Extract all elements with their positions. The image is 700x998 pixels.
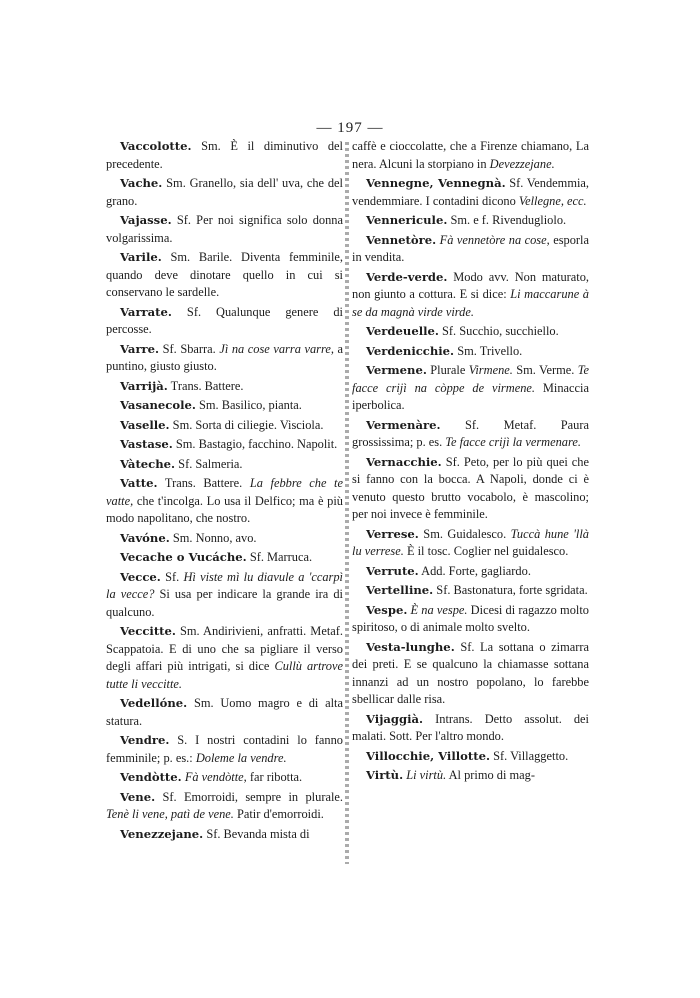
dictionary-entry: [106, 732, 343, 767]
dictionary-entry: [352, 454, 589, 524]
entry-headword: Vijaggià.: [366, 711, 424, 726]
entry-headword: Verdeuelle.: [366, 324, 439, 338]
entry-text: Sf. Succhio, succhiello.: [438, 324, 559, 338]
entry-example: Cullù artrove tutte li veccitte.: [106, 659, 343, 691]
entry-text: Intrans. Detto assolut. dei malati. Sott. Per l'altro mondo.: [352, 711, 589, 743]
dictionary-entry: [106, 436, 343, 454]
entry-headword: Vermene.: [366, 363, 427, 377]
entry-headword: Vendre.: [120, 733, 170, 747]
dictionary-entry: [352, 526, 589, 561]
dictionary-entry: [106, 769, 343, 787]
entry-text: Trans. Battere.: [157, 476, 250, 490]
entry-headword: Vertelline.: [366, 583, 434, 597]
dictionary-entry: [106, 249, 343, 302]
entry-text: Modo avv. Non maturato, non giunto a cottura. E si dice:: [352, 269, 589, 301]
dictionary-entry: [106, 826, 343, 844]
entry-headword: Vastase.: [120, 437, 173, 451]
entry-example: Virmene.: [468, 363, 513, 377]
entry-headword: Vene.: [120, 789, 156, 804]
entry-text: Sf. Sbarra.: [159, 341, 220, 356]
entry-headword: Villocchie, Villotte.: [366, 748, 490, 763]
entry-text: Dicesi di ragazzo molto spiritoso, o di animale molto svelto.: [352, 602, 589, 634]
dictionary-entry: [352, 269, 589, 322]
entry-headword: Verrute.: [366, 563, 419, 578]
entry-headword: Vernacchie.: [366, 454, 442, 469]
entry-text: Sf.: [160, 569, 184, 584]
dictionary-entry: [352, 711, 589, 746]
dictionary-entry: [106, 695, 343, 730]
entry-text: che t'incolga. Lo usa il Delfico; ma è più modo napolitano, che nostro.: [106, 493, 343, 525]
dictionary-entry: [106, 530, 343, 548]
entry-text: Sm. Guidalesco.: [418, 526, 511, 541]
dictionary-entry: [106, 397, 343, 415]
entry-text: Sf. Emorroidi, sempre in plurale.: [155, 789, 343, 804]
entry-example: Te facce crijì na còppe de virmene.: [352, 363, 589, 395]
entry-text: Sm. Basilico, pianta.: [195, 398, 302, 412]
entry-headword: Vennericule.: [366, 213, 448, 227]
dictionary-entry: [352, 138, 589, 173]
entry-headword: Varre.: [120, 341, 160, 356]
entry-text: Sm. Barile. Diventa femminile, quando deve dinotare quello in cui si conservano le sardelle.: [106, 250, 343, 299]
entry-text: Sf. La sottana o zimarra dei preti. E se qualcuno la chiamasse sottana innanzi ad un nostro popolano, lo farebbe sbellicar dalle risa.: [352, 639, 589, 706]
entry-text: Sm. Sorta di ciliegie. Visciola.: [169, 417, 324, 432]
dictionary-entry: [352, 417, 589, 452]
dictionary-entry: [106, 475, 343, 528]
dictionary-entry: [106, 623, 343, 693]
dictionary-entry: [352, 343, 589, 361]
entry-text: Add. Forte, gagliardo.: [418, 563, 531, 578]
entry-example: Li maccarune à se da magnà virde virde.: [352, 287, 589, 319]
entry-example: Tenè li vene, patì de vene.: [106, 807, 234, 821]
dictionary-entry: [106, 341, 343, 376]
dictionary-entry: [352, 582, 589, 600]
entry-text: Sm. Andirivieni, anfratti. Metaf. Scappatoia. E di uno che sa pigliare il verso degli affari più intrigati, si dice: [106, 624, 343, 673]
entry-text: esporla in vendita.: [352, 232, 589, 264]
right-column: [352, 138, 589, 787]
dictionary-entry: [352, 175, 589, 210]
entry-headword: Varrate.: [120, 304, 172, 319]
left-column: [106, 138, 343, 845]
entry-text: Si usa per indicare la grande ira di qualcuno.: [106, 587, 343, 619]
dictionary-entry: [352, 639, 589, 709]
dictionary-entry: [352, 323, 589, 341]
entry-text: Sm. e f. Rivendugliolo.: [447, 213, 567, 227]
entry-example: Devezzejane.: [489, 156, 555, 171]
entry-text: Sf. Peto, per lo più quei che si fanno con la bocca. A Napoli, donde ci è venuto questo brutto vocabolo, è mascolino; per noi invece è femminile.: [352, 454, 589, 521]
entry-headword: Verrese.: [366, 526, 419, 541]
entry-text: a puntino, giusto giusto.: [106, 341, 343, 373]
entry-text: Sf. Marruca.: [246, 550, 313, 564]
entry-text: Sf. Vendemmia, vendemmiare. I contadini dicono: [352, 176, 590, 208]
entry-text: Sm. Bastagio, facchino. Napolit.: [172, 437, 338, 451]
entry-example: Li virtù.: [406, 768, 447, 782]
dictionary-entry: [106, 138, 343, 173]
entry-headword: Veccitte.: [120, 624, 176, 638]
entry-headword: Vatte.: [120, 476, 158, 490]
entry-headword: Vache.: [120, 176, 163, 190]
entry-example: Te facce crijì la vermenare.: [445, 435, 581, 449]
entry-text: Sf. Bastonatura, forte sgridata.: [433, 583, 588, 597]
entry-headword: Varrijà.: [120, 378, 168, 393]
entry-headword: Vaccolotte.: [120, 139, 192, 153]
dictionary-entry: [106, 304, 343, 339]
entry-text: Al primo di mag-: [446, 768, 535, 782]
dictionary-entry: [106, 175, 343, 210]
entry-headword: Vaselle.: [120, 417, 170, 432]
entry-headword: Venezzejane.: [120, 826, 204, 841]
entry-headword: Vecce.: [120, 569, 161, 584]
entry-text: Sf. Bevanda mista di: [203, 826, 310, 841]
entry-text: Patir d'emorroidi.: [233, 807, 324, 821]
entry-headword: Vasanecole.: [120, 398, 196, 412]
entry-headword: Vavóne.: [120, 530, 170, 545]
entry-example: Jì na cose varra varre,: [219, 341, 334, 356]
dictionary-entry: [352, 232, 589, 267]
dictionary-entry: [106, 549, 343, 567]
entry-headword: Verdenicchie.: [366, 343, 455, 358]
entry-text: Sm. È il diminutivo del precedente.: [106, 139, 343, 171]
entry-headword: Vennetòre.: [366, 232, 437, 247]
entry-text: Sf. Villaggetto.: [490, 748, 569, 763]
entry-example: Doleme la vendre.: [195, 750, 287, 765]
dictionary-entry: [106, 569, 343, 622]
entry-headword: Vermenàre.: [366, 417, 441, 432]
dictionary-entry: [352, 748, 589, 766]
entry-text: Sm. Trivello.: [454, 343, 523, 358]
entry-example: Vellegne, ecc.: [518, 193, 587, 208]
dictionary-entry: [106, 789, 343, 824]
dictionary-entry: [106, 456, 343, 474]
entry-text: Sf. Per noi significa solo donna volgarissima.: [106, 213, 343, 245]
dictionary-entry: [352, 212, 589, 230]
dictionary-entry: [352, 767, 589, 785]
entry-headword: Vendòtte.: [120, 770, 182, 784]
dictionary-entry: [352, 602, 589, 637]
entry-text: Plurale: [426, 363, 469, 377]
entry-text: Sf. Salmeria.: [175, 456, 243, 471]
entry-example: La febbre che te vatte,: [106, 476, 343, 508]
entry-headword: Vennegne, Vennegnà.: [366, 176, 506, 190]
entry-headword: Vespe.: [366, 602, 408, 617]
entry-headword: Varile.: [120, 250, 162, 264]
dictionary-entry: [106, 378, 343, 396]
entry-headword: Vesta-lunghe.: [366, 639, 455, 654]
entry-headword: Vàteche.: [120, 456, 176, 471]
entry-headword: Vecache o Vucáche.: [120, 550, 247, 564]
entry-text: Sf. Metaf. Paura grossissima; p. es.: [352, 417, 589, 449]
dictionary-entry: [106, 212, 343, 247]
entry-headword: Vedellóne.: [120, 696, 188, 710]
entry-example: Fà vennetòre na cose,: [439, 232, 550, 247]
entry-example: Hì viste mì lu diavule a 'ccarpì la vecce?: [106, 569, 344, 601]
dictionary-entry: [352, 563, 589, 581]
dictionary-entry: [352, 362, 589, 415]
entry-example: Tuccà hune 'llà lu verrese.: [352, 526, 589, 558]
entry-text: Sm. Nonno, avo.: [169, 530, 257, 545]
entry-text: Minaccia iperbolica.: [352, 380, 590, 412]
entry-text: far ribotta.: [246, 770, 303, 784]
entry-text: Sm. Verme.: [512, 363, 578, 377]
column-divider: [345, 142, 349, 864]
entry-text: Trans. Battere.: [167, 378, 244, 393]
entry-text: caffè e cioccolatte, che a Firenze chiamano, La nera. Alcuni la storpiano in: [352, 139, 589, 171]
entry-text: S. I nostri contadini lo fanno femminile; p. es.:: [106, 733, 343, 765]
entry-headword: Virtù.: [366, 768, 404, 782]
entry-example: È na vespe.: [410, 602, 468, 617]
entry-text: È il tosc. Coglier nel guidalesco.: [403, 544, 569, 558]
entry-example: Fà vendòtte,: [184, 770, 247, 784]
page-number: — 197 —: [316, 120, 384, 136]
entry-text: Sf. Qualunque genere di percosse.: [106, 304, 343, 336]
entry-text: Sm. Granello, sia dell' uva, che del grano.: [106, 176, 343, 208]
dictionary-entry: [106, 417, 343, 435]
entry-headword: Verde-verde.: [366, 269, 448, 284]
entry-text: Sm. Uomo magro e di alta statura.: [106, 696, 343, 728]
entry-headword: Vajasse.: [120, 213, 172, 227]
